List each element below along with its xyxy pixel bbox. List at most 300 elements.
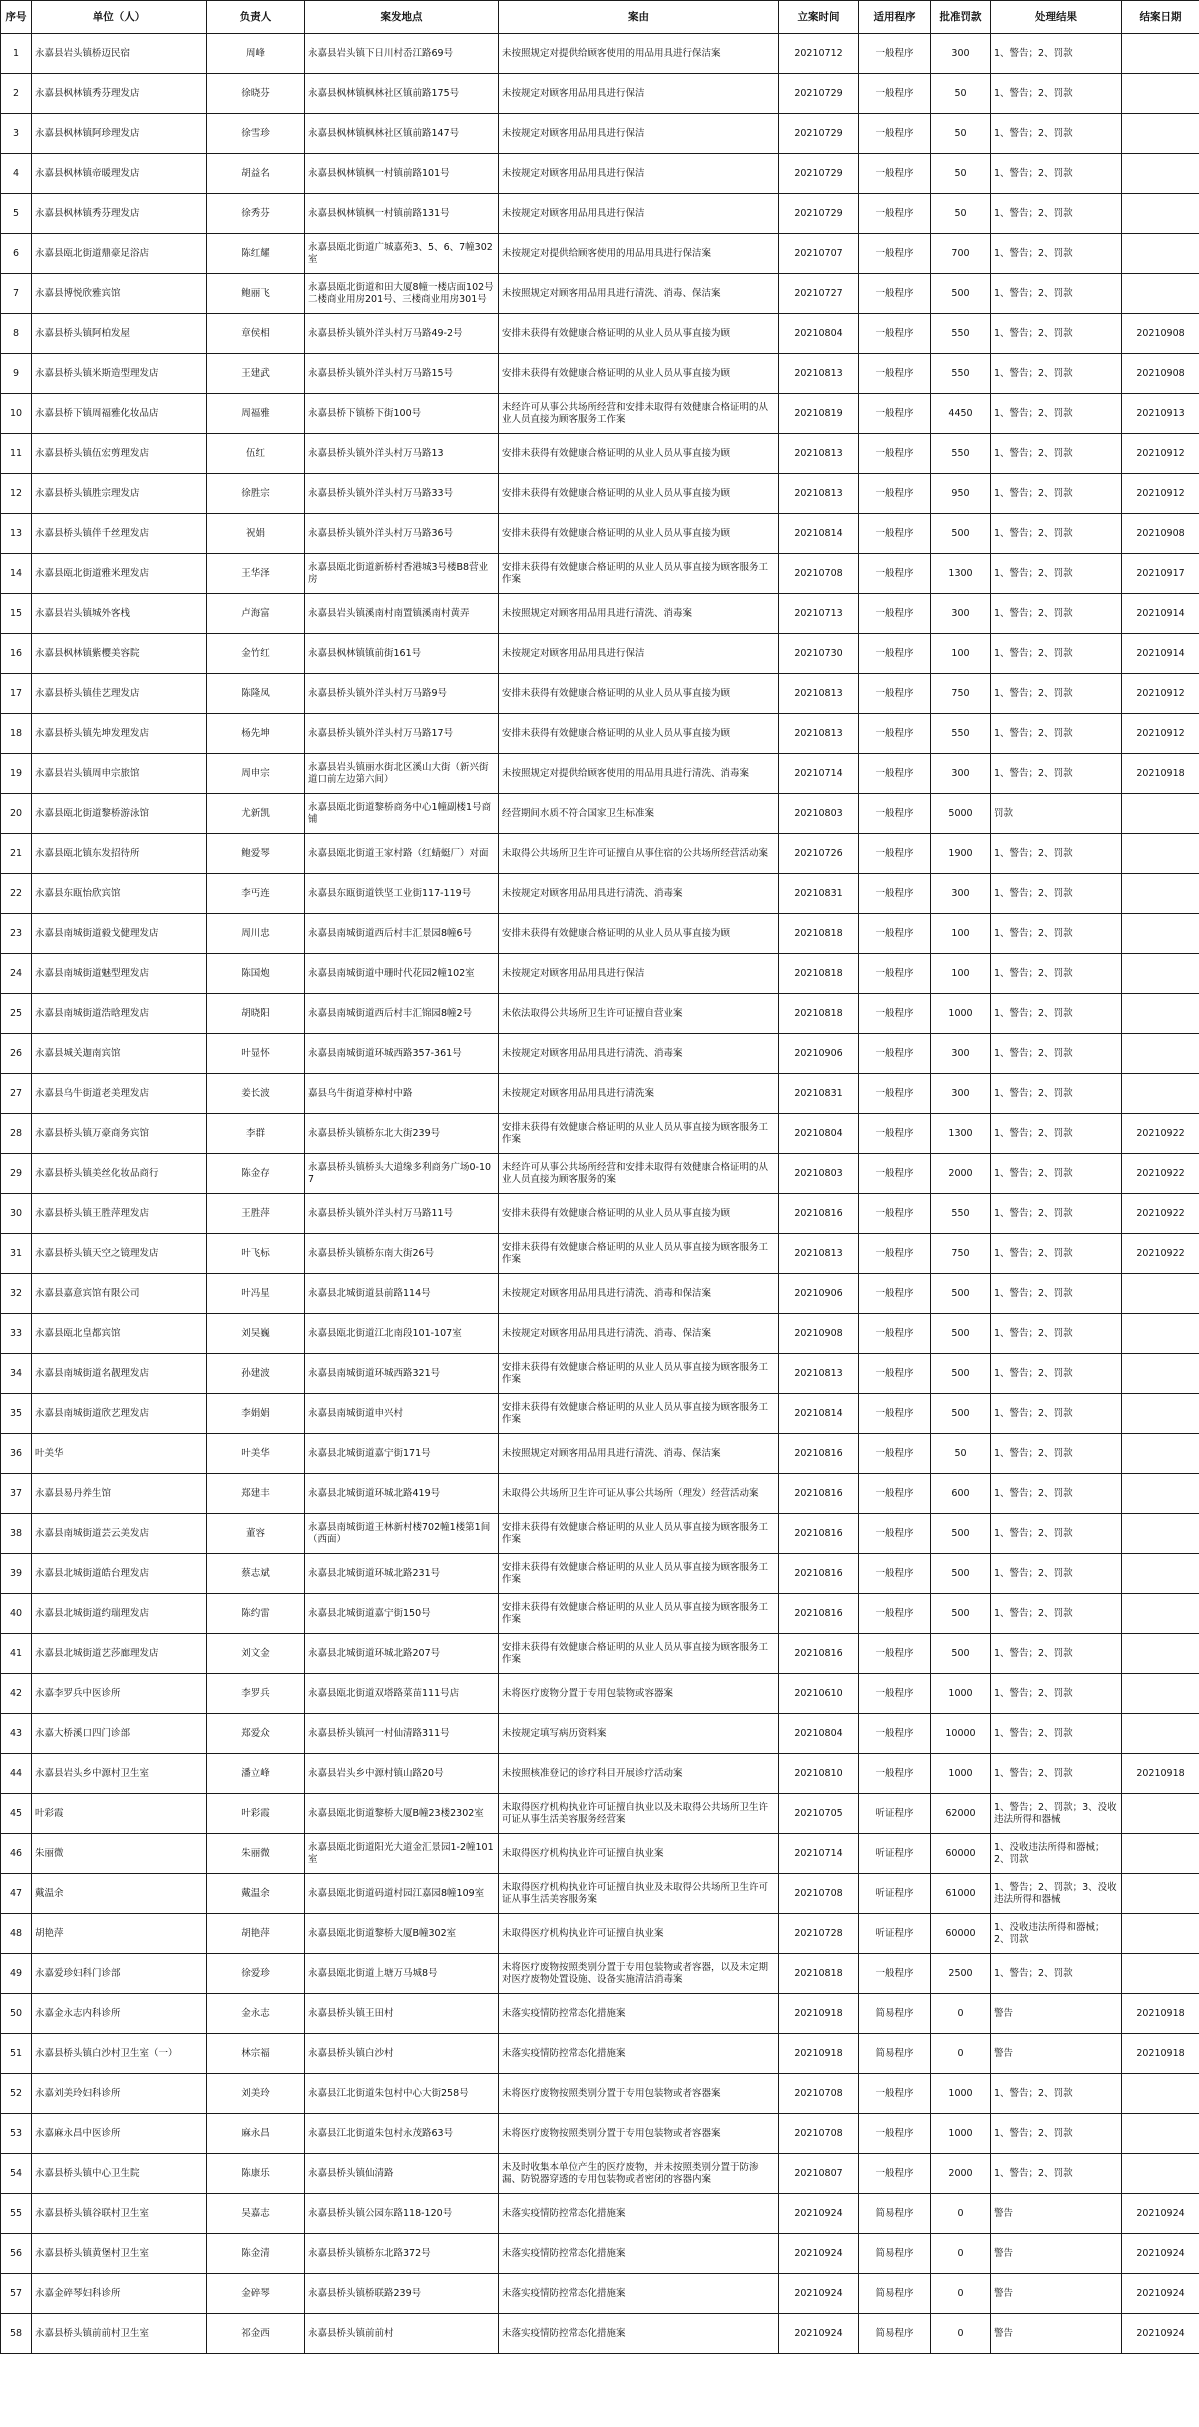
cell-unit: 永嘉县桥头镇王胜萍理发店 — [32, 1194, 207, 1234]
cell-cause: 安排未获得有效健康合格证明的从业人员从事直接为顾 — [499, 474, 779, 514]
cell-location: 永嘉县桥头镇外洋头村万马路49-2号 — [305, 314, 499, 354]
cell-person: 胡晓阳 — [207, 994, 305, 1034]
cell-index: 16 — [1, 634, 32, 674]
cell-fine: 1300 — [931, 554, 991, 594]
cell-unit: 永嘉县北城街道艺莎廊理发店 — [32, 1634, 207, 1674]
cell-index: 37 — [1, 1474, 32, 1514]
cell-person: 陈金清 — [207, 2234, 305, 2274]
table-row — [1, 1754, 1199, 1794]
cell-cause: 未按规定对顾客用品用具进行清洗、消毒案 — [499, 874, 779, 914]
cell-procedure: 一般程序 — [859, 74, 931, 114]
cell-location: 永嘉县北城街道环城北路207号 — [305, 1634, 499, 1674]
cell-index: 58 — [1, 2314, 32, 2354]
cell-procedure: 一般程序 — [859, 194, 931, 234]
cell-close-date — [1122, 1274, 1199, 1314]
cell-unit: 永嘉县岩头乡中源村卫生室 — [32, 1754, 207, 1794]
cell-location: 永嘉县南城街道环城西路321号 — [305, 1354, 499, 1394]
cell-index: 21 — [1, 834, 32, 874]
cell-close-date: 20210912 — [1122, 434, 1199, 474]
cell-person: 周申宗 — [207, 754, 305, 794]
cell-file-date: 20210707 — [779, 234, 859, 274]
cell-unit: 永嘉县桥头镇中心卫生院 — [32, 2154, 207, 2194]
cell-procedure: 一般程序 — [859, 1074, 931, 1114]
cell-procedure: 一般程序 — [859, 674, 931, 714]
cell-fine: 500 — [931, 274, 991, 314]
cell-unit: 永嘉县桥头镇黄堡村卫生室 — [32, 2234, 207, 2274]
cell-fine: 1000 — [931, 2074, 991, 2114]
cell-result: 警告 — [991, 2034, 1122, 2074]
cell-procedure: 简易程序 — [859, 2034, 931, 2074]
cell-fine: 2500 — [931, 1954, 991, 1994]
table-row — [1, 2314, 1199, 2354]
cell-location: 永嘉县江北街道朱包村中心大街258号 — [305, 2074, 499, 2114]
cell-close-date: 20210908 — [1122, 314, 1199, 354]
cell-person: 陈国炮 — [207, 954, 305, 994]
cell-unit: 永嘉县桥头镇白沙村卫生室（一） — [32, 2034, 207, 2074]
cell-result: 1、警告；2、罚款 — [991, 1594, 1122, 1634]
table-row — [1, 354, 1199, 394]
cell-cause: 未按规定对顾客用品用具进行保洁 — [499, 154, 779, 194]
cell-procedure: 一般程序 — [859, 1474, 931, 1514]
cell-unit: 胡艳萍 — [32, 1914, 207, 1954]
cell-close-date — [1122, 1314, 1199, 1354]
cell-person: 尤新凯 — [207, 794, 305, 834]
cell-location: 嘉县乌牛街道芽樟村中路 — [305, 1074, 499, 1114]
table-row — [1, 114, 1199, 154]
cell-fine: 100 — [931, 634, 991, 674]
table-row — [1, 1034, 1199, 1074]
cell-result: 1、警告；2、罚款；3、没收违法所得和器械 — [991, 1794, 1122, 1834]
cell-index: 5 — [1, 194, 32, 234]
table-row — [1, 1714, 1199, 1754]
cell-close-date: 20210912 — [1122, 474, 1199, 514]
cell-location: 永嘉县桥头镇外洋头村万马路9号 — [305, 674, 499, 714]
table-row — [1, 1394, 1199, 1434]
cell-cause: 安排未获得有效健康合格证明的从业人员从事直接为顾客服务工作案 — [499, 1114, 779, 1154]
cell-cause: 未按照规定对顾客用品用具进行清洗、消毒案 — [499, 594, 779, 634]
cell-procedure: 一般程序 — [859, 2154, 931, 2194]
cell-location: 永嘉县瓯北街道新桥村香港城3号楼B8营业房 — [305, 554, 499, 594]
cell-index: 15 — [1, 594, 32, 634]
cell-unit: 永嘉县桥头镇前前村卫生室 — [32, 2314, 207, 2354]
cell-person: 王胜萍 — [207, 1194, 305, 1234]
cell-person: 杨先坤 — [207, 714, 305, 754]
cell-result: 1、警告；2、罚款；3、没收违法所得和器械 — [991, 1874, 1122, 1914]
cell-close-date — [1122, 114, 1199, 154]
cell-person: 王建武 — [207, 354, 305, 394]
cell-file-date: 20210906 — [779, 1034, 859, 1074]
cell-fine: 100 — [931, 914, 991, 954]
cell-close-date — [1122, 834, 1199, 874]
cell-result: 1、警告；2、罚款 — [991, 354, 1122, 394]
table-row — [1, 674, 1199, 714]
cell-close-date — [1122, 74, 1199, 114]
cell-close-date: 20210924 — [1122, 2234, 1199, 2274]
cell-close-date: 20210918 — [1122, 2034, 1199, 2074]
cell-fine: 0 — [931, 2234, 991, 2274]
cell-person: 陈金存 — [207, 1154, 305, 1194]
cell-result: 1、警告；2、罚款 — [991, 1274, 1122, 1314]
cell-file-date: 20210729 — [779, 114, 859, 154]
cell-procedure: 简易程序 — [859, 2274, 931, 2314]
cell-unit: 永嘉县桥下镇周福雅化妆品店 — [32, 394, 207, 434]
cell-index: 33 — [1, 1314, 32, 1354]
cell-index: 3 — [1, 114, 32, 154]
table-row — [1, 1274, 1199, 1314]
cell-person: 徐晓芬 — [207, 74, 305, 114]
cell-fine: 2000 — [931, 1154, 991, 1194]
cell-person: 胡艳萍 — [207, 1914, 305, 1954]
cell-cause: 安排未获得有效健康合格证明的从业人员从事直接为顾 — [499, 314, 779, 354]
table-row — [1, 1154, 1199, 1194]
cell-close-date — [1122, 1474, 1199, 1514]
cell-procedure: 听证程序 — [859, 1794, 931, 1834]
cell-unit: 永嘉县乌牛街道老美理发店 — [32, 1074, 207, 1114]
cell-procedure: 一般程序 — [859, 1514, 931, 1554]
cell-unit: 永嘉县桥头镇阿柏发屋 — [32, 314, 207, 354]
cell-cause: 安排未获得有效健康合格证明的从业人员从事直接为顾 — [499, 1194, 779, 1234]
cell-file-date: 20210819 — [779, 394, 859, 434]
cell-unit: 永嘉县桥头镇伴千丝理发店 — [32, 514, 207, 554]
cell-procedure: 一般程序 — [859, 634, 931, 674]
cell-index: 1 — [1, 34, 32, 74]
cell-fine: 500 — [931, 1634, 991, 1674]
cell-file-date: 20210729 — [779, 74, 859, 114]
cell-index: 34 — [1, 1354, 32, 1394]
cell-file-date: 20210807 — [779, 2154, 859, 2194]
cell-index: 22 — [1, 874, 32, 914]
cell-cause: 未落实疫情防控常态化措施案 — [499, 2274, 779, 2314]
cell-file-date: 20210816 — [779, 1474, 859, 1514]
table-row — [1, 1634, 1199, 1674]
cell-fine: 550 — [931, 314, 991, 354]
table-row — [1, 2274, 1199, 2314]
cell-cause: 未取得公共场所卫生许可证擅自从事住宿的公共场所经营活动案 — [499, 834, 779, 874]
cell-fine: 500 — [931, 1554, 991, 1594]
cell-index: 10 — [1, 394, 32, 434]
cell-cause: 安排未获得有效健康合格证明的从业人员从事直接为顾 — [499, 714, 779, 754]
cell-cause: 未取得医疗机构执业许可证擅自执业以及未取得公共场所卫生许可证从事生活美容服务经营案 — [499, 1794, 779, 1834]
cell-close-date: 20210914 — [1122, 634, 1199, 674]
cell-person: 金碎琴 — [207, 2274, 305, 2314]
cell-close-date — [1122, 914, 1199, 954]
cell-unit: 永嘉金永志内科诊所 — [32, 1994, 207, 2034]
cell-close-date — [1122, 1794, 1199, 1834]
cell-location: 永嘉县瓯北街道江北南段101-107室 — [305, 1314, 499, 1354]
cell-close-date — [1122, 1954, 1199, 1994]
cell-result: 1、警告；2、罚款 — [991, 1754, 1122, 1794]
cell-procedure: 一般程序 — [859, 1954, 931, 1994]
cell-fine: 300 — [931, 754, 991, 794]
cell-unit: 永嘉县瓯北街道黎桥游泳馆 — [32, 794, 207, 834]
cell-close-date — [1122, 1514, 1199, 1554]
cell-unit: 永嘉麻永昌中医诊所 — [32, 2114, 207, 2154]
cell-result: 1、警告；2、罚款 — [991, 874, 1122, 914]
cell-unit: 永嘉县瓯北皇都宾馆 — [32, 1314, 207, 1354]
cell-file-date: 20210708 — [779, 554, 859, 594]
cell-location: 永嘉县南城街道西后村丰汇景园8幢6号 — [305, 914, 499, 954]
cell-unit: 永嘉县南城街道浩晗理发店 — [32, 994, 207, 1034]
cell-procedure: 一般程序 — [859, 794, 931, 834]
cell-file-date: 20210818 — [779, 994, 859, 1034]
cell-procedure: 一般程序 — [859, 1554, 931, 1594]
cell-cause: 未及时收集本单位产生的医疗废物，并未按照类别分置于防渗漏、防锐器穿透的专用包装物或者密闭的容器内案 — [499, 2154, 779, 2194]
cell-index: 42 — [1, 1674, 32, 1714]
cell-result: 1、警告；2、罚款 — [991, 2114, 1122, 2154]
col-header-cause: 案由 — [499, 1, 779, 34]
cell-result: 1、警告；2、罚款 — [991, 1074, 1122, 1114]
cell-fine: 1000 — [931, 994, 991, 1034]
cell-unit: 永嘉县岩头镇城外客栈 — [32, 594, 207, 634]
table-row — [1, 194, 1199, 234]
col-header-index: 序号 — [1, 1, 32, 34]
cell-close-date: 20210908 — [1122, 354, 1199, 394]
cell-procedure: 一般程序 — [859, 2074, 931, 2114]
cell-procedure: 一般程序 — [859, 1194, 931, 1234]
cell-procedure: 一般程序 — [859, 154, 931, 194]
cell-cause: 安排未获得有效健康合格证明的从业人员从事直接为顾客服务工作案 — [499, 1354, 779, 1394]
cell-procedure: 一般程序 — [859, 1314, 931, 1354]
cell-unit: 永嘉县桥头镇胜宗理发店 — [32, 474, 207, 514]
table-row — [1, 2074, 1199, 2114]
cell-fine: 0 — [931, 1994, 991, 2034]
cell-fine: 5000 — [931, 794, 991, 834]
cell-file-date: 20210726 — [779, 834, 859, 874]
cell-fine: 0 — [931, 2194, 991, 2234]
cell-procedure: 简易程序 — [859, 2234, 931, 2274]
cell-location: 永嘉县桥头镇外洋头村万马路17号 — [305, 714, 499, 754]
cell-location: 永嘉县瓯北街道双塔路菜苗111号店 — [305, 1674, 499, 1714]
cell-cause: 安排未获得有效健康合格证明的从业人员从事直接为顾客服务工作案 — [499, 1594, 779, 1634]
cell-file-date: 20210813 — [779, 1234, 859, 1274]
cell-location: 永嘉县枫林镇枫林社区镇前路175号 — [305, 74, 499, 114]
table-row — [1, 1594, 1199, 1634]
cell-close-date — [1122, 1034, 1199, 1074]
cell-index: 57 — [1, 2274, 32, 2314]
cell-file-date: 20210730 — [779, 634, 859, 674]
cell-cause: 未落实疫情防控常态化措施案 — [499, 2194, 779, 2234]
cell-cause: 安排未获得有效健康合格证明的从业人员从事直接为顾客服务工作案 — [499, 554, 779, 594]
cell-cause: 未经许可从事公共场所经营和安排未取得有效健康合格证明的从业人员直接为顾客服务的案 — [499, 1154, 779, 1194]
cell-cause: 未依法取得公共场所卫生许可证擅自营业案 — [499, 994, 779, 1034]
cell-person: 戴温余 — [207, 1874, 305, 1914]
cell-cause: 未按照核准登记的诊疗科目开展诊疗活动案 — [499, 1754, 779, 1794]
cell-index: 28 — [1, 1114, 32, 1154]
cell-person: 李娟娟 — [207, 1394, 305, 1434]
cell-cause: 经营期间水质不符合国家卫生标准案 — [499, 794, 779, 834]
cell-result: 1、警告；2、罚款 — [991, 1474, 1122, 1514]
cell-index: 38 — [1, 1514, 32, 1554]
cell-location: 永嘉县瓯北街道黎桥大厦B幢302室 — [305, 1914, 499, 1954]
cell-file-date: 20210813 — [779, 434, 859, 474]
cell-cause: 未将医疗废物按照类别分置于专用包装物或者容器案 — [499, 2074, 779, 2114]
cell-file-date: 20210814 — [779, 1394, 859, 1434]
table-row — [1, 1194, 1199, 1234]
cell-person: 刘美玲 — [207, 2074, 305, 2114]
table-row — [1, 2234, 1199, 2274]
cell-location: 永嘉县桥下镇桥下街100号 — [305, 394, 499, 434]
table-row — [1, 634, 1199, 674]
cell-close-date: 20210922 — [1122, 1194, 1199, 1234]
cell-fine: 62000 — [931, 1794, 991, 1834]
cell-location: 永嘉县瓯北街道阳光大道金汇景园1-2幢101室 — [305, 1834, 499, 1874]
cell-cause: 未落实疫情防控常态化措施案 — [499, 2034, 779, 2074]
cell-index: 23 — [1, 914, 32, 954]
cell-cause: 安排未获得有效健康合格证明的从业人员从事直接为顾客服务工作案 — [499, 1554, 779, 1594]
table-row — [1, 394, 1199, 434]
cell-result: 1、警告；2、罚款 — [991, 274, 1122, 314]
cell-result: 1、警告；2、罚款 — [991, 1634, 1122, 1674]
cell-close-date: 20210918 — [1122, 1994, 1199, 2034]
cell-person: 吴嘉志 — [207, 2194, 305, 2234]
cell-index: 26 — [1, 1034, 32, 1074]
cell-location: 永嘉县瓯北街道和田大厦8幢一楼店面102号二楼商业用房201号、三楼商业用房301号 — [305, 274, 499, 314]
cell-cause: 未按照规定对提供给顾客使用的用品用具进行清洗、消毒案 — [499, 754, 779, 794]
cell-index: 2 — [1, 74, 32, 114]
cell-person: 金永志 — [207, 1994, 305, 2034]
cell-index: 43 — [1, 1714, 32, 1754]
cell-cause: 未按规定对顾客用品用具进行清洗、消毒案 — [499, 1034, 779, 1074]
cell-index: 46 — [1, 1834, 32, 1874]
table-row — [1, 1874, 1199, 1914]
cell-procedure: 一般程序 — [859, 1714, 931, 1754]
cell-procedure: 一般程序 — [859, 314, 931, 354]
cell-fine: 0 — [931, 2314, 991, 2354]
cell-location: 永嘉县桥头镇外洋头村万马路13 — [305, 434, 499, 474]
cell-close-date — [1122, 954, 1199, 994]
cell-close-date: 20210914 — [1122, 594, 1199, 634]
cell-file-date: 20210708 — [779, 1874, 859, 1914]
cell-unit: 永嘉县枫林镇紫樱美容院 — [32, 634, 207, 674]
cell-result: 1、警告；2、罚款 — [991, 1034, 1122, 1074]
cell-result: 1、警告；2、罚款 — [991, 234, 1122, 274]
cell-result: 1、警告；2、罚款 — [991, 2074, 1122, 2114]
cell-file-date: 20210813 — [779, 674, 859, 714]
cell-index: 41 — [1, 1634, 32, 1674]
table-row — [1, 74, 1199, 114]
cell-fine: 550 — [931, 434, 991, 474]
cell-location: 永嘉县南城街道环城西路357-361号 — [305, 1034, 499, 1074]
cell-result: 1、警告；2、罚款 — [991, 194, 1122, 234]
cell-unit: 永嘉县枫林镇阿珍理发店 — [32, 114, 207, 154]
cell-cause: 未将医疗废物按照类别分置于专用包装物或者容器，以及未定期对医疗废物处置设施、设备实施清洁消毒案 — [499, 1954, 779, 1994]
cell-file-date: 20210708 — [779, 2114, 859, 2154]
cell-cause: 未按规定对顾客用品用具进行清洗、消毒和保洁案 — [499, 1274, 779, 1314]
cell-procedure: 一般程序 — [859, 834, 931, 874]
cell-procedure: 听证程序 — [859, 1874, 931, 1914]
cell-procedure: 一般程序 — [859, 274, 931, 314]
cell-file-date: 20210728 — [779, 1914, 859, 1954]
cell-cause: 未按规定对顾客用品用具进行清洗、消毒、保洁案 — [499, 1314, 779, 1354]
cell-close-date — [1122, 1874, 1199, 1914]
cell-unit: 永嘉县南城街道芸云美发店 — [32, 1514, 207, 1554]
cell-file-date: 20210906 — [779, 1274, 859, 1314]
cell-result: 1、警告；2、罚款 — [991, 114, 1122, 154]
cell-procedure: 一般程序 — [859, 1394, 931, 1434]
cell-index: 7 — [1, 274, 32, 314]
cell-file-date: 20210813 — [779, 714, 859, 754]
cell-index: 50 — [1, 1994, 32, 2034]
cell-procedure: 一般程序 — [859, 434, 931, 474]
cell-close-date — [1122, 1594, 1199, 1634]
col-header-location: 案发地点 — [305, 1, 499, 34]
cell-procedure: 一般程序 — [859, 514, 931, 554]
cell-fine: 750 — [931, 674, 991, 714]
cell-unit: 永嘉县桥头镇佳艺理发店 — [32, 674, 207, 714]
cell-unit: 永嘉县桥头镇天空之镜理发店 — [32, 1234, 207, 1274]
cell-cause: 未将医疗废物按照类别分置于专用包装物或者容器案 — [499, 2114, 779, 2154]
cell-cause: 未取得医疗机构执业许可证擅自执业及未取得公共场所卫生许可证从事生活美容服务案 — [499, 1874, 779, 1914]
cell-fine: 0 — [931, 2274, 991, 2314]
cell-result: 1、警告；2、罚款 — [991, 394, 1122, 434]
cell-procedure: 一般程序 — [859, 1634, 931, 1674]
cell-person: 李罗兵 — [207, 1674, 305, 1714]
cell-person: 徐爱珍 — [207, 1954, 305, 1994]
table-row — [1, 434, 1199, 474]
cell-person: 李丐连 — [207, 874, 305, 914]
cell-close-date: 20210924 — [1122, 2194, 1199, 2234]
cell-unit: 永嘉县瓯北镇东发招待所 — [32, 834, 207, 874]
cell-file-date: 20210924 — [779, 2314, 859, 2354]
table-row — [1, 1794, 1199, 1834]
cell-close-date — [1122, 1354, 1199, 1394]
cell-close-date — [1122, 2074, 1199, 2114]
cell-unit: 永嘉县嘉意宾馆有限公司 — [32, 1274, 207, 1314]
cell-person: 郑建丰 — [207, 1474, 305, 1514]
cell-file-date: 20210831 — [779, 874, 859, 914]
cell-fine: 50 — [931, 1434, 991, 1474]
cell-person: 叶彩霞 — [207, 1794, 305, 1834]
cell-location: 永嘉县桥头镇桥东北大街239号 — [305, 1114, 499, 1154]
cell-procedure: 一般程序 — [859, 114, 931, 154]
table-row — [1, 314, 1199, 354]
table-row — [1, 1234, 1199, 1274]
cell-index: 9 — [1, 354, 32, 394]
cell-procedure: 一般程序 — [859, 1754, 931, 1794]
cell-location: 永嘉县瓯北街道王家村路（红蜻蜓厂）对面 — [305, 834, 499, 874]
cell-procedure: 一般程序 — [859, 234, 931, 274]
cell-file-date: 20210803 — [779, 1154, 859, 1194]
cell-index: 30 — [1, 1194, 32, 1234]
cell-location: 永嘉县瓯北街道黎桥大厦B幢23楼2302室 — [305, 1794, 499, 1834]
cell-person: 林宗福 — [207, 2034, 305, 2074]
cell-index: 56 — [1, 2234, 32, 2274]
cell-person: 鲍爱琴 — [207, 834, 305, 874]
cell-fine: 500 — [931, 514, 991, 554]
table-row — [1, 1074, 1199, 1114]
cell-location: 永嘉县桥头镇公园东路118-120号 — [305, 2194, 499, 2234]
cell-index: 32 — [1, 1274, 32, 1314]
cell-close-date: 20210924 — [1122, 2274, 1199, 2314]
cell-location: 永嘉县桥头镇桥联路239号 — [305, 2274, 499, 2314]
table-row — [1, 554, 1199, 594]
cell-fine: 300 — [931, 1074, 991, 1114]
cell-result: 1、没收违法所得和器械；2、罚款 — [991, 1914, 1122, 1954]
cell-location: 永嘉县北城街道环城北路419号 — [305, 1474, 499, 1514]
cell-close-date — [1122, 1914, 1199, 1954]
cell-file-date: 20210803 — [779, 794, 859, 834]
cell-unit: 永嘉县岩头镇周申宗旅馆 — [32, 754, 207, 794]
cell-result: 1、警告；2、罚款 — [991, 714, 1122, 754]
table-row — [1, 234, 1199, 274]
cell-procedure: 一般程序 — [859, 714, 931, 754]
cell-cause: 未按规定对提供给顾客使用的用品用具进行保洁案 — [499, 234, 779, 274]
cell-result: 1、警告；2、罚款 — [991, 554, 1122, 594]
cell-index: 17 — [1, 674, 32, 714]
cell-cause: 未落实疫情防控常态化措施案 — [499, 1994, 779, 2034]
cell-file-date: 20210816 — [779, 1194, 859, 1234]
cell-location: 永嘉县江北街道朱包村永茂路63号 — [305, 2114, 499, 2154]
